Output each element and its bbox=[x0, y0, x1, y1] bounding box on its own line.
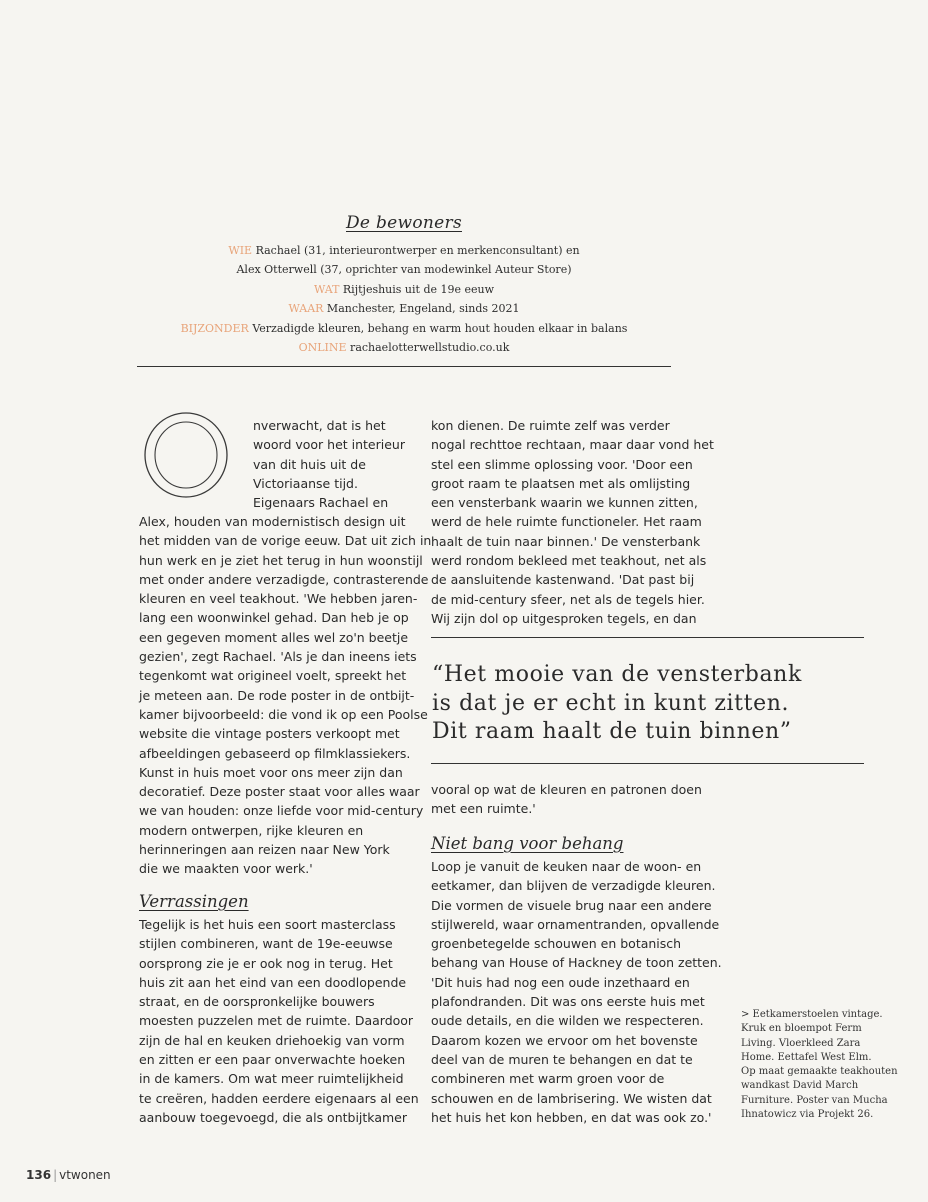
column-2-bottom bbox=[431, 857, 722, 1127]
wie-text-2: Alex Otterwell (37, oprichter van modewinkel Auteur Store) bbox=[236, 263, 572, 277]
caption-line: wandkast David March bbox=[741, 1080, 859, 1092]
drop-cap bbox=[140, 409, 232, 501]
paragraph-line: modern ontwerpen, rijke kleuren en bbox=[139, 822, 364, 838]
paragraph-line: woord voor het interieur bbox=[253, 437, 405, 453]
paragraph-line: nogal rechttoe rechtaan, maar daar vond het bbox=[431, 437, 714, 453]
paragraph-line: vooral op wat de kleuren en patronen doen bbox=[431, 782, 702, 797]
paragraph-line: werd de hele ruimte functioneler. Het raam bbox=[431, 514, 702, 530]
paragraph-line: moesten puzzelen met de ruimte. Daardoor bbox=[139, 1013, 414, 1029]
paragraph-line: nverwacht, dat is het bbox=[253, 418, 386, 433]
wie-text-1: Rachael (31, interieurontwerper en merkenconsultant) en bbox=[252, 244, 580, 257]
online-link[interactable]: rachaelotterwellstudio.co.uk bbox=[346, 341, 510, 355]
wat-label: WAT bbox=[313, 282, 340, 296]
paragraph-line: 'Dit huis had nog een oude inzethaard en bbox=[431, 974, 690, 990]
column-1-body bbox=[139, 512, 431, 879]
page-number: 136 bbox=[26, 1168, 52, 1182]
paragraph-line: te creëren, hadden eerdere eigenaars al een bbox=[139, 1090, 419, 1106]
column-2-top bbox=[431, 416, 714, 628]
column-1-section-2 bbox=[139, 915, 419, 1127]
paragraph-line: eetkamer, dan blijven de verzadigde kleuren. bbox=[431, 878, 716, 894]
residents-waar-line bbox=[137, 299, 671, 318]
residents-title: De bewoners bbox=[346, 213, 462, 233]
residents-box bbox=[137, 213, 671, 357]
bijzonder-label: BIJZONDER bbox=[180, 321, 249, 335]
paragraph-line: Kunst in huis moet voor ons meer zijn dan bbox=[139, 764, 403, 780]
pull-quote bbox=[432, 661, 862, 747]
pull-quote-line: Dit raam haalt de tuin binnen” bbox=[432, 719, 792, 744]
caption-line: Kruk en bloempot Ferm bbox=[741, 1023, 862, 1035]
caption-line: Ihnatowicz via Projekt 26. bbox=[741, 1109, 874, 1121]
paragraph-line: decoratief. Deze poster staat voor alles waar bbox=[139, 784, 420, 800]
paragraph-line: zijn de hal en keuken driehoekig van vorm bbox=[139, 1032, 405, 1048]
paragraph-line: tegenkomt wat origineel voelt, spreekt het bbox=[139, 668, 407, 684]
caption-line: Op maat gemaakte teakhouten bbox=[741, 1066, 898, 1078]
paragraph-line: die we maakten voor werk.' bbox=[139, 861, 313, 877]
paragraph-line: herinneringen aan reizen naar New York bbox=[139, 842, 390, 858]
paragraph-line: in de kamers. Om wat meer ruimtelijkheid bbox=[139, 1071, 404, 1087]
paragraph-line: de aansluitende kastenwand. 'Dat past bij bbox=[431, 572, 695, 588]
caption-line: > Eetkamerstoelen vintage. bbox=[741, 1009, 883, 1020]
paragraph-line: oorsprong zie je er ook nog in terug. Het bbox=[139, 955, 393, 971]
waar-text: Manchester, Engeland, sinds 2021 bbox=[323, 302, 520, 316]
paragraph-line: met onder andere verzadigde, contrasterende bbox=[139, 571, 429, 587]
subhead-verrassingen: Verrassingen bbox=[139, 892, 249, 911]
page-footer bbox=[26, 1168, 111, 1182]
online-label: ONLINE bbox=[298, 341, 347, 355]
paragraph-line: website die vintage posters verkoopt met bbox=[139, 726, 400, 742]
paragraph-line: Loop je vanuit de keuken naar de woon- en bbox=[431, 859, 702, 874]
paragraph-line: afbeeldingen gebaseerd op filmklassiekers. bbox=[139, 745, 411, 761]
paragraph-line: een vensterbank waarin we kunnen zitten, bbox=[431, 495, 698, 511]
paragraph-line: groenbetegelde schouwen en botanisch bbox=[431, 936, 682, 952]
paragraph-line: stijlwereld, waar ornamentranden, opvallende bbox=[431, 916, 720, 932]
caption-line: Furniture. Poster van Mucha bbox=[741, 1094, 888, 1106]
paragraph-line: straat, en de oorspronkelijke bouwers bbox=[139, 994, 375, 1010]
paragraph-line: Tegelijk is het huis een soort masterclass bbox=[139, 917, 396, 932]
paragraph-line: Die vormen de visuele brug naar een andere bbox=[431, 897, 712, 913]
paragraph-line: je meteen aan. De rode poster in de ontbijt- bbox=[139, 687, 415, 703]
caption-line: Living. Vloerkleed Zara bbox=[741, 1037, 861, 1049]
paragraph-line: het huis het kon hebben, en dat was ook zo.' bbox=[431, 1109, 712, 1125]
pull-quote-line: is dat je er echt in kunt zitten. bbox=[432, 690, 790, 716]
paragraph-line: deel van de muren te behangen en dat te bbox=[431, 1051, 693, 1067]
paragraph-line: huis zit aan het eind van een doodlopende bbox=[139, 974, 407, 990]
residents-divider bbox=[137, 366, 671, 367]
paragraph-line: gezien', zegt Rachael. 'Als je dan ineens iets bbox=[139, 649, 417, 665]
paragraph-line: groot raam te plaatsen met als omlijsting bbox=[431, 475, 691, 491]
paragraph-line: Eigenaars Rachael en bbox=[253, 495, 389, 511]
residents-bijzonder-line bbox=[137, 319, 671, 338]
paragraph-line: lang een woonwinkel gehad. Dan heb je op bbox=[139, 610, 409, 626]
paragraph-line: stel een slimme oplossing voor. 'Door een bbox=[431, 456, 693, 472]
residents-wie-line bbox=[137, 241, 671, 260]
magazine-name: vtwonen bbox=[59, 1168, 111, 1182]
footer-separator: | bbox=[53, 1168, 58, 1182]
pull-quote-top-rule bbox=[431, 637, 864, 638]
column-2-mid bbox=[431, 780, 702, 819]
column-1-intro bbox=[253, 416, 405, 512]
waar-label: WAAR bbox=[288, 302, 324, 316]
paragraph-line: kleuren en veel teakhout. 'We hebben jaren- bbox=[139, 591, 418, 607]
wie-label: WIE bbox=[228, 244, 253, 257]
paragraph-line: de mid-century sfeer, net als de tegels hier. bbox=[431, 591, 705, 607]
paragraph-line: haalt de tuin naar binnen.' De vensterbank bbox=[431, 533, 701, 549]
pull-quote-bottom-rule bbox=[431, 763, 864, 764]
paragraph-line: combineren met warm groen voor de bbox=[431, 1071, 665, 1087]
paragraph-line: stijlen combineren, want de 19e-eeuwse bbox=[139, 936, 393, 952]
paragraph-line: hun werk en je ziet het terug in hun woonstijl bbox=[139, 552, 423, 568]
paragraph-line: schouwen en de lambrisering. We wisten dat bbox=[431, 1090, 712, 1106]
drop-cap-letter: O bbox=[185, 469, 187, 470]
wat-text: Rijtjeshuis uit de 19e eeuw bbox=[339, 282, 495, 296]
pull-quote-line: “Het mooie van de vensterbank bbox=[432, 662, 802, 687]
photo-caption bbox=[741, 1008, 911, 1122]
paragraph-line: behang van House of Hackney de toon zetten. bbox=[431, 955, 722, 971]
paragraph-line: we van houden: onze liefde voor mid-century bbox=[139, 803, 424, 819]
paragraph-line: werd rondom bekleed met teakhout, net als bbox=[431, 553, 707, 569]
paragraph-line: aanbouw toegevoegd, die als ontbijtkamer bbox=[139, 1109, 407, 1125]
residents-wat-line bbox=[137, 280, 671, 299]
paragraph-line: het midden van de vorige eeuw. Dat uit zich in bbox=[139, 533, 432, 549]
caption-line: Home. Eettafel West Elm. bbox=[741, 1051, 872, 1063]
paragraph-line: een gegeven moment alles wel zo'n beetje bbox=[139, 629, 409, 645]
bijzonder-text: Verzadigde kleuren, behang en warm hout houden elkaar in balans bbox=[248, 321, 628, 335]
paragraph-line: Victoriaanse tijd. bbox=[253, 475, 358, 491]
paragraph-line: Daarom kozen we ervoor om het bovenste bbox=[431, 1032, 698, 1048]
paragraph-line: Alex, houden van modernistisch design uit bbox=[139, 514, 406, 529]
residents-online-line bbox=[137, 338, 671, 357]
paragraph-line: oude details, en die wilden we respecteren. bbox=[431, 1013, 704, 1029]
paragraph-line: kamer bijvoorbeeld: die vond ik op een Poolse bbox=[139, 706, 428, 722]
paragraph-line: Wij zijn dol op uitgesproken tegels, en dan bbox=[431, 610, 697, 626]
paragraph-line: kon dienen. De ruimte zelf was verder bbox=[431, 418, 670, 433]
paragraph-line: met een ruimte.' bbox=[431, 801, 536, 817]
subhead-niet-bang-voor-behang: Niet bang voor behang bbox=[431, 834, 624, 853]
paragraph-line: en zitten er een paar onverwachte hoeken bbox=[139, 1052, 406, 1068]
paragraph-line: plafondranden. Dit was ons eerste huis met bbox=[431, 994, 705, 1010]
paragraph-line: van dit huis uit de bbox=[253, 456, 366, 472]
